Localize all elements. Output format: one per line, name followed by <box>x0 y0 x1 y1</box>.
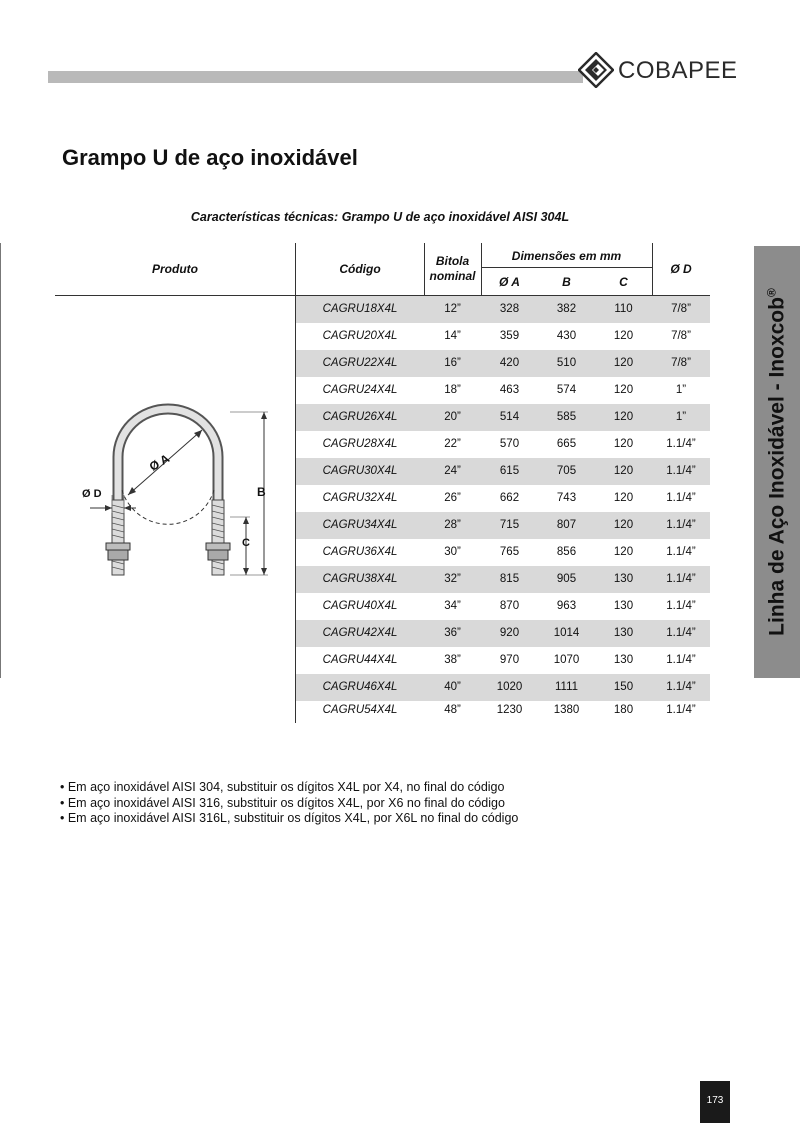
cell-d: 1.1/4” <box>666 438 696 450</box>
brand-logo <box>578 52 748 88</box>
cell-code: CAGRU20X4L <box>322 330 398 342</box>
cell-d: 1.1/4” <box>666 573 696 585</box>
header-dimensoes: Dimensões em mm <box>511 249 622 263</box>
table-row <box>296 404 710 431</box>
cell-b: 856 <box>556 546 577 558</box>
header-bar <box>48 71 583 83</box>
cell-d: 1.1/4” <box>666 704 696 716</box>
divider-bitola-dim <box>481 243 482 295</box>
cell-c: 120 <box>613 465 634 477</box>
cell-a: 870 <box>499 600 520 612</box>
u-bolt-drawing <box>70 395 290 585</box>
table-row <box>296 377 710 404</box>
cell-a: 715 <box>499 519 520 531</box>
cell-code: CAGRU44X4L <box>322 654 398 666</box>
cell-a: 615 <box>499 465 520 477</box>
divider-codigo-bitola <box>424 243 425 295</box>
cell-c: 120 <box>613 330 634 342</box>
cell-bitola: 28” <box>444 519 461 531</box>
cell-b: 1111 <box>554 681 579 693</box>
cell-a: 463 <box>499 384 520 396</box>
cell-code: CAGRU54X4L <box>322 704 398 716</box>
cell-d: 7/8” <box>671 330 691 342</box>
cell-bitola: 16” <box>444 357 461 369</box>
cell-c: 110 <box>614 303 633 315</box>
table-row <box>296 697 710 724</box>
cell-b: 1014 <box>553 627 580 639</box>
cell-bitola: 30” <box>444 546 461 558</box>
cell-code: CAGRU32X4L <box>322 492 398 504</box>
cell-code: CAGRU26X4L <box>322 411 398 423</box>
cell-c: 180 <box>613 704 634 716</box>
cell-c: 130 <box>613 627 634 639</box>
cell-d: 1.1/4” <box>666 627 696 639</box>
cell-c: 120 <box>613 519 634 531</box>
cell-b: 705 <box>556 465 577 477</box>
cell-b: 574 <box>556 384 577 396</box>
cell-a: 765 <box>499 546 520 558</box>
cell-d: 1.1/4” <box>666 546 696 558</box>
cell-code: CAGRU36X4L <box>322 546 398 558</box>
header-bitola <box>424 254 481 284</box>
divider-dim-d <box>652 243 653 295</box>
cell-d: 1.1/4” <box>666 681 696 693</box>
cell-b: 743 <box>556 492 577 504</box>
page-number: 173 <box>706 1095 724 1106</box>
cell-b: 807 <box>556 519 577 531</box>
table-row <box>296 296 710 323</box>
cell-c: 150 <box>613 681 634 693</box>
table-row <box>296 323 710 350</box>
cell-b: 382 <box>556 303 577 315</box>
header-bitola-line1: Bitola <box>435 254 470 268</box>
material-notes <box>60 780 518 827</box>
cell-c: 120 <box>613 438 634 450</box>
cell-bitola: 36” <box>444 627 461 639</box>
note-item: • Em aço inoxidável AISI 316L, substituir os dígitos X4L, por X6L no final do código <box>60 811 519 825</box>
table-row <box>296 620 710 647</box>
cell-bitola: 14” <box>444 330 461 342</box>
cell-code: CAGRU46X4L <box>322 681 398 693</box>
cell-d: 1” <box>675 384 687 396</box>
cell-bitola: 22” <box>444 438 461 450</box>
drawing-label-c: C <box>242 537 250 549</box>
cell-a: 920 <box>499 627 520 639</box>
cell-d: 1” <box>675 411 687 423</box>
table-row <box>296 350 710 377</box>
table-row <box>296 431 710 458</box>
cell-b: 1380 <box>553 704 580 716</box>
cell-b: 1070 <box>553 654 580 666</box>
cell-a: 815 <box>499 573 520 585</box>
cell-a: 1020 <box>496 681 523 693</box>
table-row <box>296 593 710 620</box>
cell-c: 120 <box>613 546 634 558</box>
note-item: • Em aço inoxidável AISI 304, substituir os dígitos X4L por X4, no final do código <box>60 780 505 794</box>
cell-a: 1230 <box>496 704 523 716</box>
brand-name: COBAPEE <box>618 57 738 84</box>
drawing-label-d: Ø D <box>82 488 102 500</box>
cell-bitola: 12” <box>444 303 461 315</box>
cell-d: 7/8” <box>671 357 691 369</box>
table-row <box>296 647 710 674</box>
cell-code: CAGRU42X4L <box>322 627 398 639</box>
cell-d: 1.1/4” <box>666 519 696 531</box>
cell-code: CAGRU22X4L <box>322 357 398 369</box>
cell-bitola: 20” <box>444 411 461 423</box>
cell-a: 514 <box>499 411 520 423</box>
cell-b: 585 <box>556 411 577 423</box>
drawing-label-a: Ø A <box>146 451 172 474</box>
table-row <box>296 512 710 539</box>
registered-mark: ® <box>764 288 779 298</box>
cell-d: 1.1/4” <box>666 465 696 477</box>
table-caption: Características técnicas: Grampo U de aço inoxidável AISI 304L <box>190 210 570 224</box>
cell-a: 662 <box>499 492 520 504</box>
table-row <box>296 485 710 512</box>
header-rule-dimensoes <box>481 267 652 268</box>
header-d: Ø D <box>670 262 692 276</box>
page-number-box <box>700 1081 730 1123</box>
header-b: B <box>562 275 571 289</box>
cell-bitola: 26” <box>444 492 461 504</box>
header-produto: Produto <box>152 262 198 276</box>
table-row <box>296 539 710 566</box>
cell-bitola: 32” <box>444 573 461 585</box>
cell-bitola: 34” <box>444 600 461 612</box>
page-title: Grampo U de aço inoxidável <box>62 145 358 170</box>
header-bitola-line2: nominal <box>429 269 476 283</box>
cell-c: 120 <box>613 492 634 504</box>
cell-bitola: 48” <box>444 704 461 716</box>
cell-c: 120 <box>613 357 634 369</box>
cell-bitola: 38” <box>444 654 461 666</box>
cell-bitola: 40” <box>444 681 461 693</box>
cell-a: 359 <box>499 330 520 342</box>
header-codigo: Código <box>339 262 381 276</box>
cobapee-logo-icon <box>578 52 614 88</box>
header-a: Ø A <box>499 275 520 289</box>
cell-bitola: 18” <box>444 384 461 396</box>
cell-code: CAGRU18X4L <box>322 303 398 315</box>
cell-code: CAGRU24X4L <box>322 384 398 396</box>
cell-a: 420 <box>499 357 520 369</box>
u-bolt-illustration <box>70 395 290 585</box>
cell-code: CAGRU38X4L <box>322 573 398 585</box>
cell-d: 7/8” <box>671 303 691 315</box>
cell-c: 130 <box>613 654 634 666</box>
cell-code: CAGRU34X4L <box>322 519 398 531</box>
cell-code: CAGRU30X4L <box>322 465 398 477</box>
cell-b: 510 <box>556 357 577 369</box>
cell-c: 120 <box>613 411 634 423</box>
cell-c: 130 <box>613 573 634 585</box>
cell-code: CAGRU28X4L <box>322 438 398 450</box>
side-tab-label: Linha de Aço Inoxidável - Inoxcob® <box>764 288 789 636</box>
cell-a: 570 <box>499 438 520 450</box>
left-margin-rule <box>0 243 1 678</box>
cell-c: 130 <box>613 600 634 612</box>
cell-b: 963 <box>556 600 577 612</box>
cell-b: 430 <box>556 330 577 342</box>
cell-a: 970 <box>499 654 520 666</box>
cell-b: 665 <box>556 438 577 450</box>
cell-a: 328 <box>499 303 520 315</box>
cell-code: CAGRU40X4L <box>322 600 398 612</box>
cell-b: 905 <box>556 573 577 585</box>
cell-d: 1.1/4” <box>666 492 696 504</box>
cell-c: 120 <box>613 384 634 396</box>
cell-d: 1.1/4” <box>666 654 696 666</box>
section-side-tab <box>754 246 800 678</box>
note-item: • Em aço inoxidável AISI 316, substituir os dígitos X4L, por X6 no final do código <box>60 795 505 810</box>
cell-d: 1.1/4” <box>666 600 696 612</box>
cell-bitola: 24” <box>444 465 461 477</box>
drawing-label-b: B <box>257 485 266 499</box>
table-row <box>296 566 710 593</box>
header-c: C <box>619 275 628 289</box>
table-row <box>296 458 710 485</box>
